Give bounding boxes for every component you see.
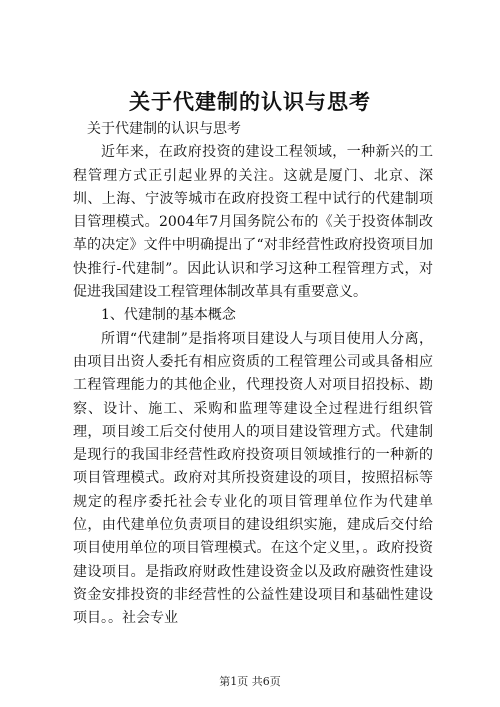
paragraph-definition: 所谓“代建制”是指将项目建设人与项目使用人分离，由项目出资人委托有相应资质的工程管理公司或具备相应工程管理能力的其他企业，代理投资人对项目招投标、勘察、设计、施工、采购和监理等建设全过程进行组织管理，项目竣工后交付使用人的项目建设管理方式。代建制是现行的我国非经营性政府投资项目领域推行的一种新的项目管理模式。政府对其所投资建设的项目，按照招标等规定的程序委托社会专业化的项目管理单位作为代建单位，由代建单位负责项目的建设组织实施，建成后交付给项目使用单位的项目管理模式。在这个定义里，。政府投资建设项目。是指政府财政性建设资金以及政府融资性建设资金安排投资的非经营性的公益性建设项目和基础性建设项目。。社会专业 [73,330,433,627]
section-heading: 1、代建制的基本概念 [101,307,236,324]
document-title: 关于代建制的认识与思考 [129,89,371,114]
page-footer: 第1页 共6页 [219,675,281,688]
document-subtitle: 关于代建制的认识与思考 [87,121,241,137]
document-body [73,118,433,631]
paragraph-intro: 近年来，在政府投资的建设工程领域，一种新兴的工程管理方式正引起业界的关注。这就是厦门、北京、深圳、上海、宁波等城市在政府投资工程中试行的代建制项目管理模式。2004年7月国务院公布的《关于投资体制改革的决定》文件中明确提出了“对非经营性政府投资项目加快推行-代建制”。因此认识和学习这种工程管理方式，对促进我国建设工程管理体制改革具有重要意义。 [73,144,433,301]
